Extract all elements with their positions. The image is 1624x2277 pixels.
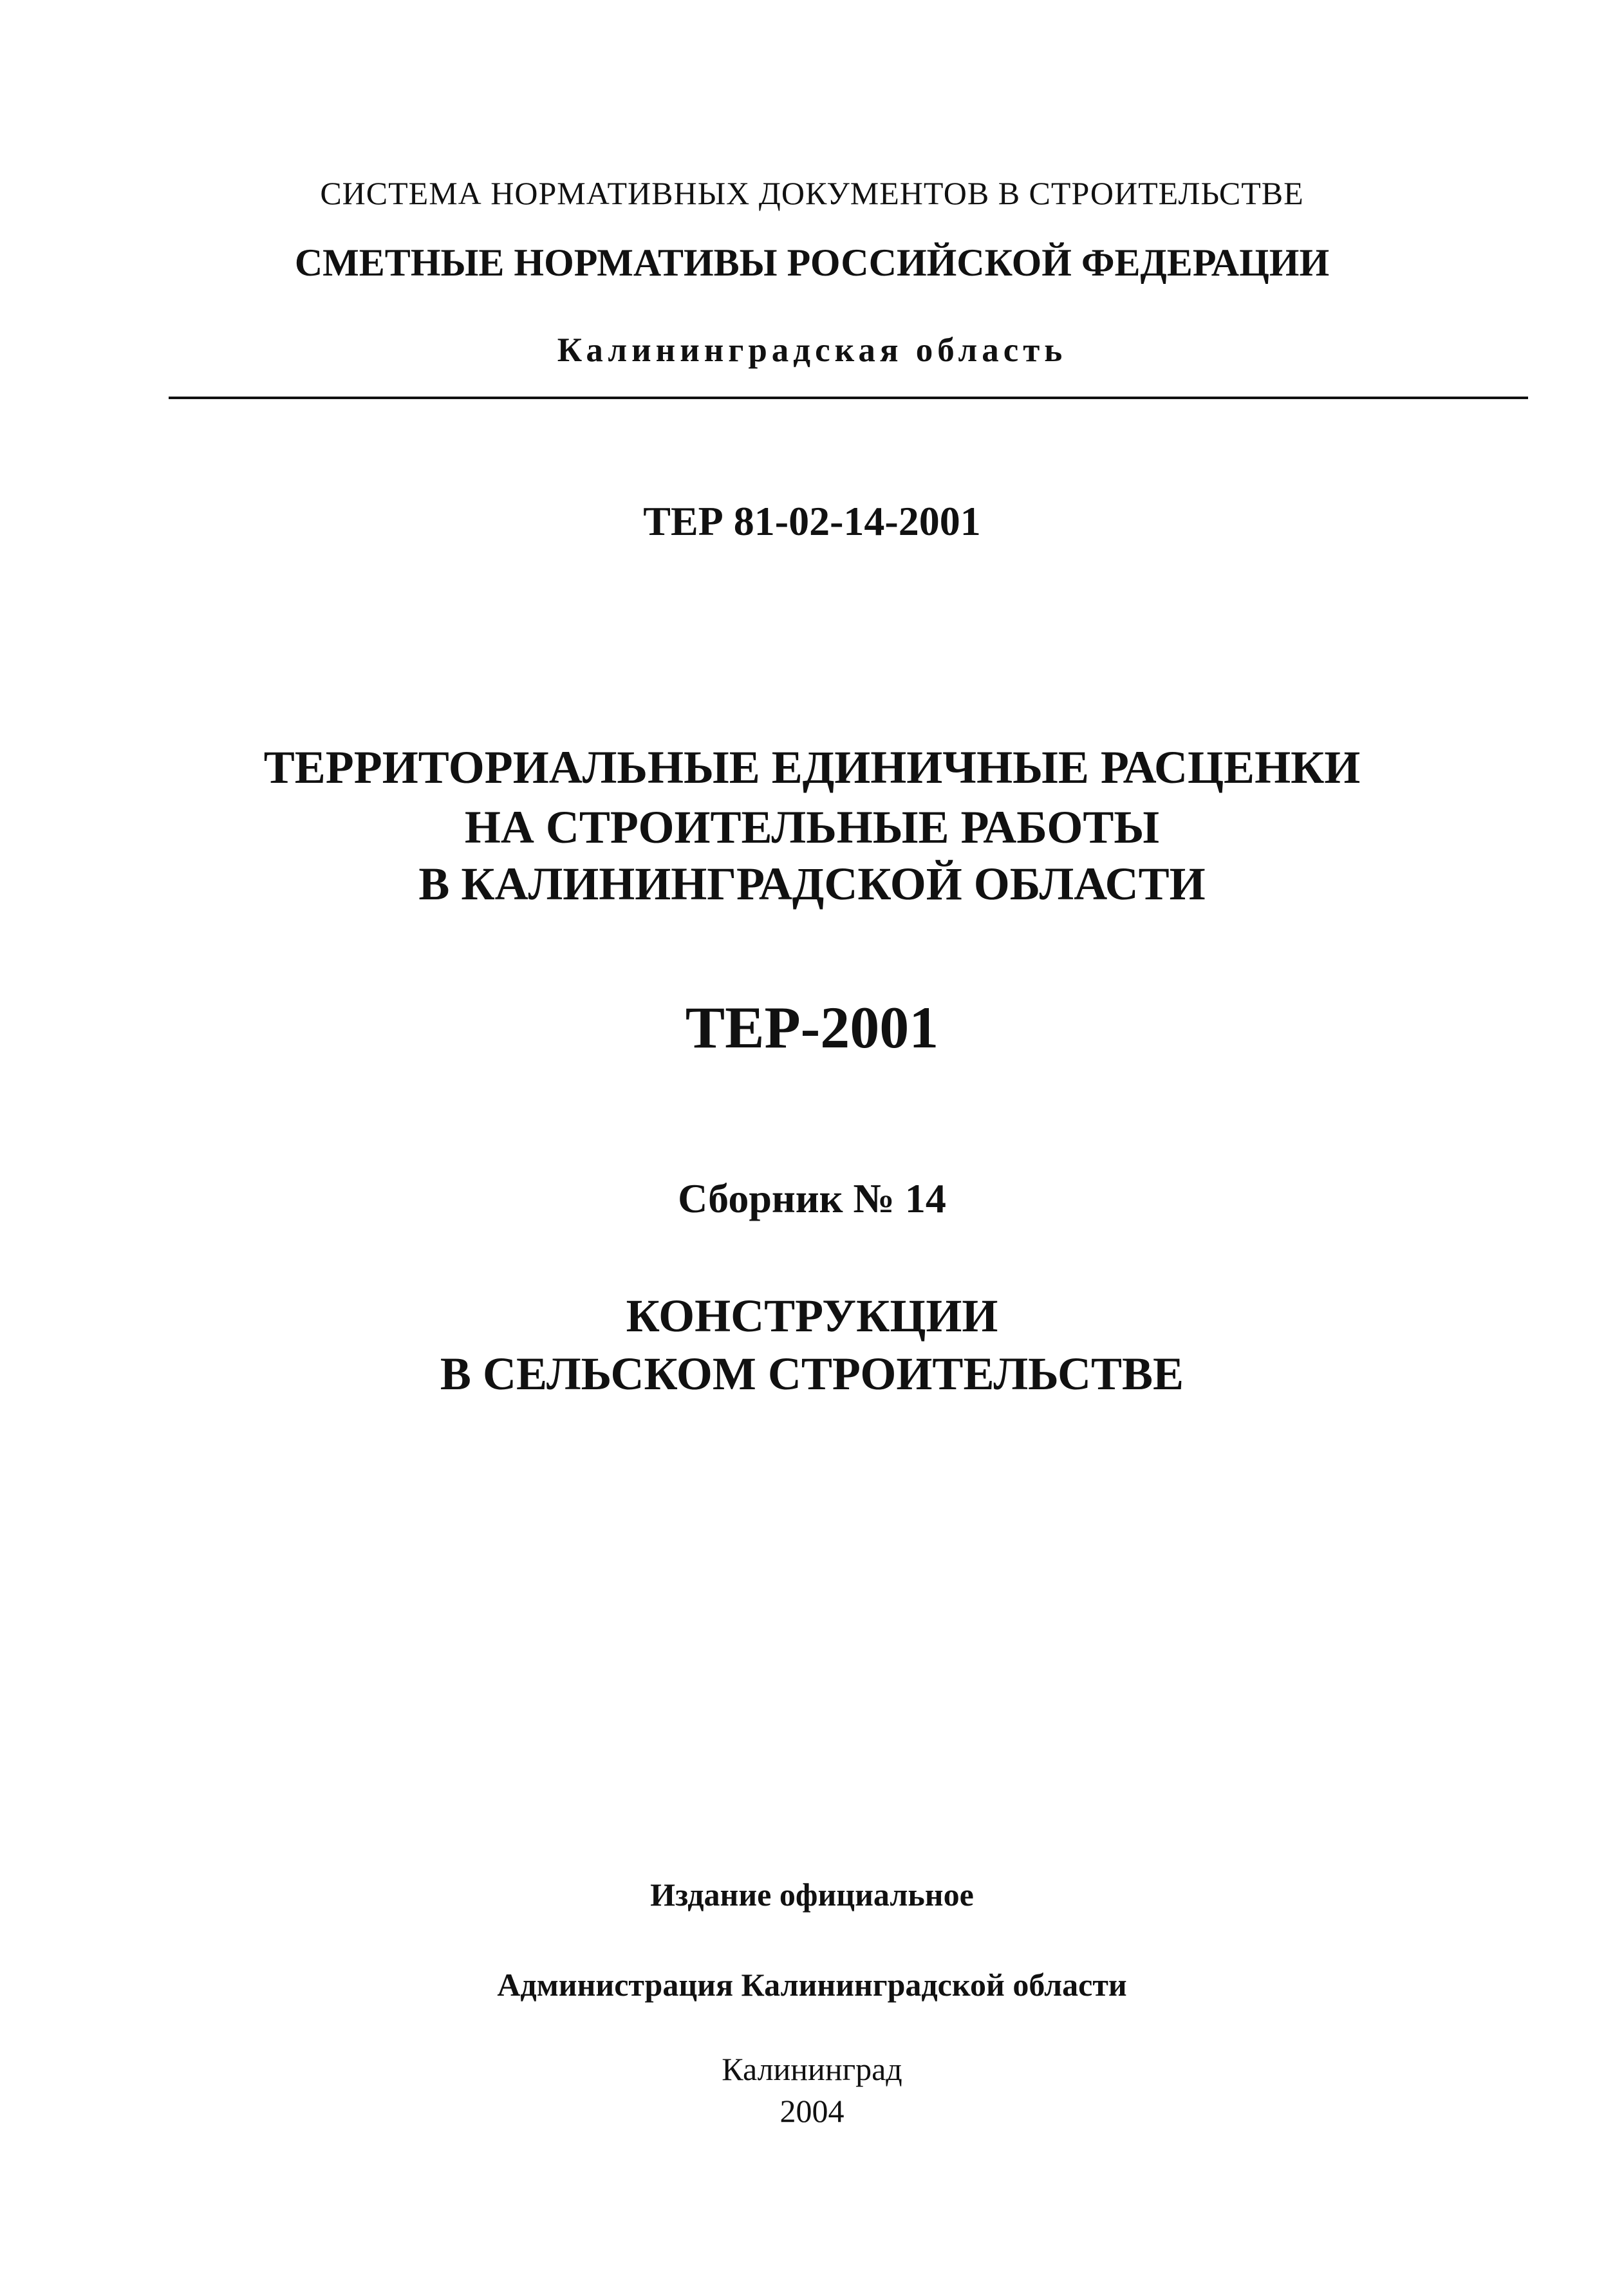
title-line-3: В КАЛИНИНГРАДСКОЙ ОБЛАСТИ — [418, 858, 1206, 910]
title-line-1: ТЕРРИТОРИАЛЬНЫЕ ЕДИНИЧНЫЕ РАСЦЕНКИ — [263, 742, 1361, 793]
document-code: ТЕР 81-02-14-2001 — [643, 498, 981, 544]
subject-line-1: КОНСТРУКЦИИ — [626, 1290, 998, 1342]
collection-number: Сборник № 14 — [678, 1176, 946, 1221]
short-name: ТЕР-2001 — [685, 995, 939, 1060]
system-heading: СИСТЕМА НОРМАТИВНЫХ ДОКУМЕНТОВ В СТРОИТЕЛЬСТВЕ — [320, 175, 1304, 211]
publication-year: 2004 — [779, 2093, 845, 2129]
subject-line-2: В СЕЛЬСКОМ СТРОИТЕЛЬСТВЕ — [440, 1348, 1184, 1400]
title-line-2: НА СТРОИТЕЛЬНЫЕ РАБОТЫ — [464, 801, 1160, 853]
norms-heading: СМЕТНЫЕ НОРМАТИВЫ РОССИЙСКОЙ ФЕДЕРАЦИИ — [294, 241, 1330, 284]
region-heading: Калининградская область — [557, 332, 1067, 369]
publisher: Администрация Калининградской области — [497, 1967, 1127, 2003]
header-divider — [169, 397, 1528, 399]
edition-note: Издание официальное — [650, 1877, 974, 1913]
publication-city: Калининград — [722, 2051, 902, 2087]
